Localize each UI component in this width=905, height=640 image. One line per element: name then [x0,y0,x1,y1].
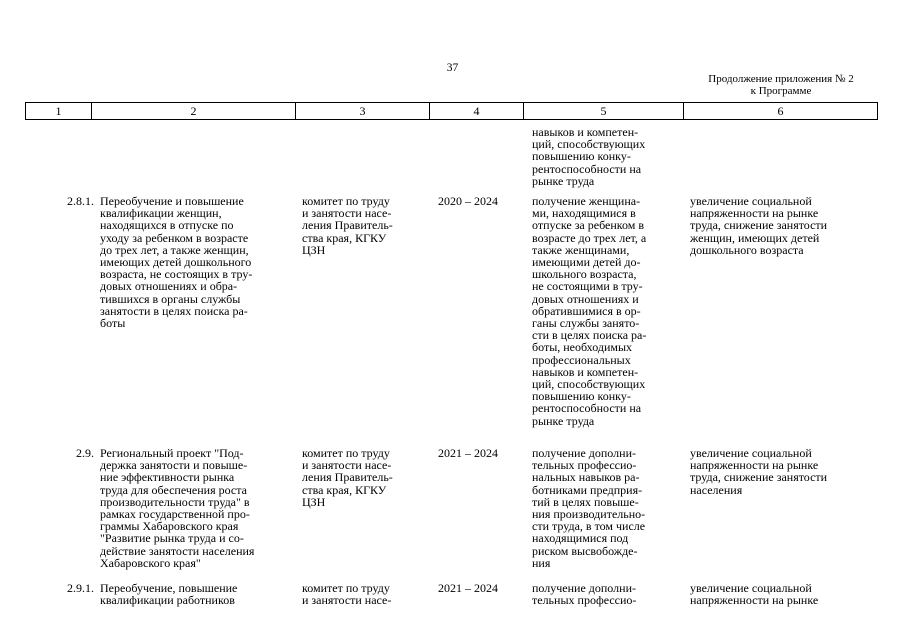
appendix-line-1: Продолжение приложения № 2 [708,73,854,85]
text-line: комитет по труду [302,194,390,208]
text-line: увеличение социальной [690,581,812,595]
text-line: навыков и компетен- [532,364,639,379]
continuation-result-line: навыков и компетен- [532,125,639,139]
text-line: риском высвобожде- [532,543,638,558]
text-line: напряженности на рынке [690,458,819,473]
row-number: 2.9.1. [67,581,94,595]
text-line: Переобучение, повышение [100,581,238,595]
text-line: труда, снижение занятости [690,470,828,485]
text-line: действие занятости населения [100,543,255,558]
text-line: также женщинами, [532,242,630,257]
text-line: ства края, КГКУ [302,482,387,497]
text-line: боты [100,316,126,331]
row-executor [302,582,391,606]
text-line: тившихся в органы службы [100,291,241,306]
appendix-note [686,73,876,97]
text-line: получение дополни- [532,581,636,595]
text-line: и занятости насе- [302,458,392,473]
column-header-6: 6 [684,103,878,120]
text-line: производительности труда" в [100,494,250,509]
text-line: увеличение социальной [690,446,812,460]
text-line: тельных профессио- [532,593,637,608]
text-line: ления Правитель- [302,470,393,485]
text-line: населения [690,482,743,497]
row-period: 2020 – 2024 [438,194,498,208]
text-line: ЦЗН [302,242,326,257]
text-line: ния [532,555,551,570]
appendix-line-2: к Программе [750,85,812,97]
row-number: 2.9. [76,446,94,460]
text-line: ние эффективности рынка [100,470,235,485]
text-line: квалификации женщин, [100,206,222,221]
text-line: ления Правитель- [302,218,393,233]
text-line: имеющими детей до- [532,255,641,270]
text-line: "Развитие рынка труда и со- [100,531,244,546]
text-line: довых отношениях и [532,291,639,306]
text-line: рынке труда [532,413,595,428]
text-line: держка занятости и повыше- [100,458,248,473]
text-line: женщин, имеющих детей [690,230,820,245]
text-line: комитет по труду [302,581,390,595]
continuation-result-line: рынке труда [532,173,595,188]
column-header-3: 3 [296,103,430,120]
row-effect [690,195,827,256]
text-line: боты, необходимых [532,340,633,355]
continuation-result-line: рентоспособности на [532,161,642,176]
text-line: напряженности на рынке [690,593,819,608]
text-line: не состоящими в тру- [532,279,643,294]
text-line: повышению конку- [532,389,631,404]
continuation-result [532,126,645,187]
text-line: дошкольного возраста [690,242,804,257]
text-line: Переобучение и повышение [100,194,244,208]
text-line: имеющих детей дошкольного [100,255,252,270]
text-line: увеличение социальной [690,194,812,208]
row-result [532,582,636,606]
text-line: профессиональных [532,352,631,367]
continuation-result-line: ций, способствующих [532,137,646,152]
text-line: ганы службы занято- [532,316,640,331]
text-line: Региональный проект "Под- [100,446,244,460]
text-line: до трех лет, а также женщин, [100,242,249,257]
text-line: довых отношениях и обра- [100,279,238,294]
column-header-4: 4 [430,103,524,120]
text-line: отпуске за ребенком в [532,218,645,233]
column-header-table [25,102,878,120]
row-measure-name [100,582,237,606]
column-header-5: 5 [524,103,684,120]
text-line: находящимися под [532,531,629,546]
text-line: комитет по труду [302,446,390,460]
text-line: ния производительно- [532,507,646,522]
text-line: занятости в целях поиска ра- [100,303,248,318]
text-line: ми, находящимися в [532,206,636,221]
text-line: труда для обеспечения роста [100,482,247,497]
text-line: возрасте до трех лет, а [532,230,647,245]
column-header-1: 1 [26,103,92,120]
row-effect [690,582,818,606]
row-executor [302,195,393,256]
row-result [532,447,645,569]
text-line: сти в целях поиска ра- [532,328,647,343]
text-line: Хабаровского края" [100,555,201,570]
continuation-result-line: повышению конку- [532,149,631,164]
text-line: получение дополни- [532,446,636,460]
text-line: и занятости насе- [302,206,392,221]
row-result [532,195,646,427]
text-line: уходу за ребенком в возрасте [100,230,249,245]
text-line: ботниками предприя- [532,482,643,497]
row-number: 2.8.1. [67,194,94,208]
text-line: ций, способствующих [532,377,646,392]
row-measure-name [100,447,254,569]
text-line: ства края, КГКУ [302,230,387,245]
row-period: 2021 – 2024 [438,581,498,595]
text-line: ЦЗН [302,494,326,509]
page-number: 37 [446,62,459,74]
text-line: обратившимися в ор- [532,303,641,318]
row-measure-name [100,195,252,329]
row-executor [302,447,393,508]
text-line: тельных профессио- [532,458,637,473]
text-line: труда, снижение занятости [690,218,828,233]
row-effect [690,447,827,496]
column-header-2: 2 [92,103,296,120]
text-line: возраста, не состоящих в тру- [100,267,253,282]
text-line: находящихся в отпуске по [100,218,234,233]
text-line: напряженности на рынке [690,206,819,221]
text-line: рамках государственной про- [100,507,250,522]
text-line: и занятости насе- [302,593,392,608]
text-line: нальных навыков ра- [532,470,640,485]
text-line: квалификации работников [100,593,235,608]
column-header-row [26,103,878,120]
text-line: школьного возраста, [532,267,637,282]
text-line: получение женщина- [532,194,641,208]
text-line: тий в целях повыше- [532,494,639,509]
row-period: 2021 – 2024 [438,446,498,460]
text-line: граммы Хабаровского края [100,519,239,534]
text-line: сти труда, в том числе [532,519,646,534]
text-line: рентоспособности на [532,401,642,416]
